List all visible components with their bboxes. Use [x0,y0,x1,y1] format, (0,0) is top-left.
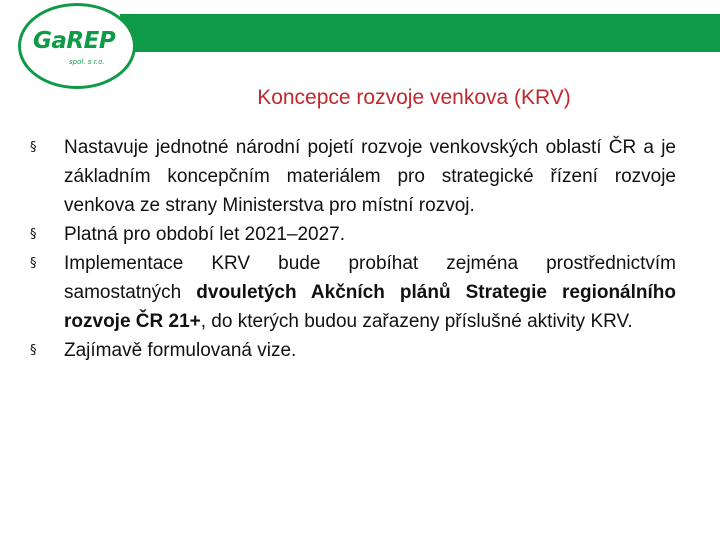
bullet-icon: § [30,256,37,271]
list-item [30,220,676,249]
list-item-text: Zajímavě formulovaná vize. [64,340,297,361]
logo-subtext: spol. s r.o. [69,58,105,66]
list-item [30,336,676,365]
top-green-bar [120,14,720,52]
list-item-text: Nastavuje jednotné národní pojetí rozvoje venkovských oblastí ČR a je základním koncepčním materiálem pro strategické řízení rozvoje venkova ze strany Ministerstva pro místní rozvoj. [64,137,676,216]
list-item-text: Platná pro období let 2021–2027. [64,224,346,245]
bullet-list [30,133,676,365]
bullet-icon: § [30,140,37,155]
list-item-text-post: , do kterých budou zařazeny příslušné aktivity KRV. [200,311,633,332]
list-item-text-bold: dvouletých Akčních plánů Strategie regionálního rozvoje ČR 21+ [64,282,676,332]
list-item-text-pre: Implementace KRV bude probíhat zejména prostřednictvím samostatných [64,253,676,303]
list-item [30,249,676,336]
company-logo [18,3,136,89]
logo-text: GaREP [33,28,116,54]
list-item [30,133,676,220]
bullet-icon: § [30,343,37,358]
bullet-icon: § [30,227,37,242]
slide-title: Koncepce rozvoje venkova (KRV) [257,86,571,109]
